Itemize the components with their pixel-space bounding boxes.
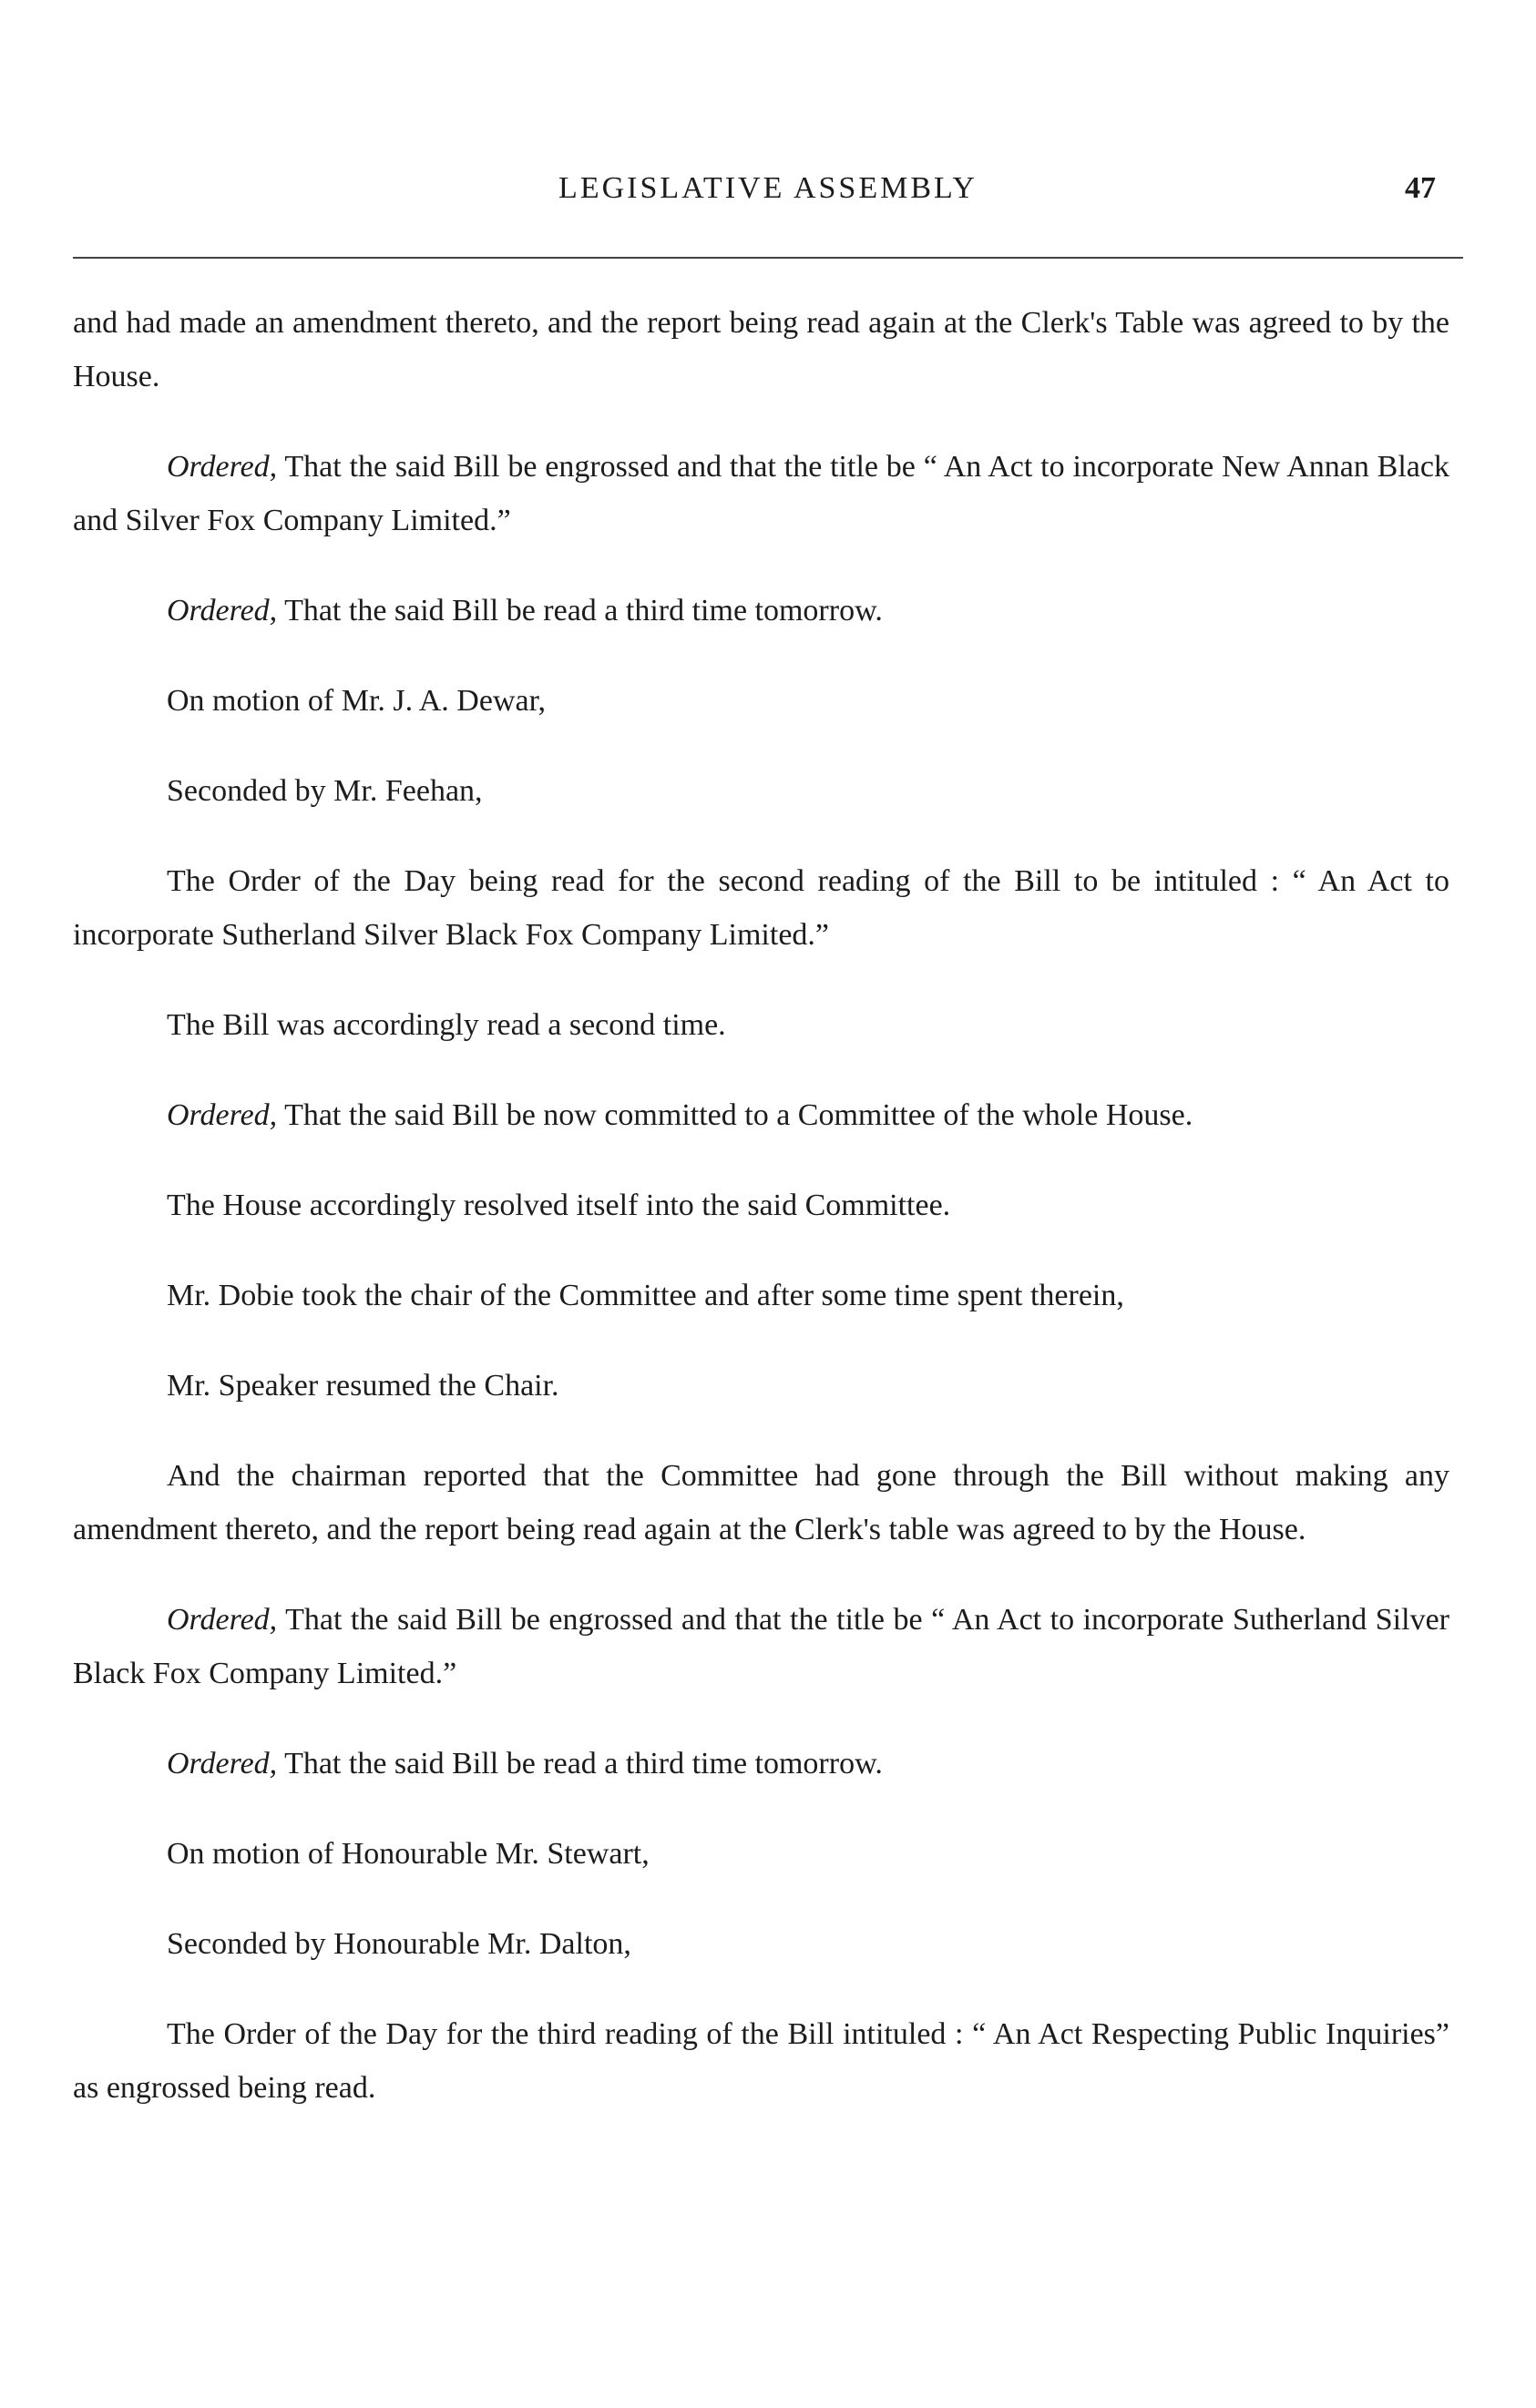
paragraph-3: Ordered, That the said Bill be read a third time tomorrow. <box>167 594 883 628</box>
paragraph-8: Ordered, That the said Bill be now committed to a Committee of the whole House. <box>167 1098 1193 1132</box>
header-rule <box>73 257 1463 259</box>
paragraph-11: Mr. Speaker resumed the Chair. <box>167 1369 559 1403</box>
paragraph-14: Ordered, That the said Bill be read a third time tomorrow. <box>167 1747 883 1780</box>
paragraph-16: Seconded by Honourable Mr. Dalton, <box>167 1927 631 1961</box>
paragraph-1: and had made an amendment thereto, and the report being read again at the Clerk's Table was agreed to by the House. <box>73 306 1449 393</box>
paragraph-13: Ordered, That the said Bill be engrossed and that the title be “ An Act to incorporate Sutherland Silver Black Fox Company Limited.” <box>73 1603 1449 1690</box>
running-head: LEGISLATIVE ASSEMBLY <box>558 171 978 205</box>
paragraph-15: On motion of Honourable Mr. Stewart, <box>167 1837 650 1871</box>
paragraph-7: The Bill was accordingly read a second time. <box>167 1008 726 1042</box>
paragraph-6: The Order of the Day being read for the second reading of the Bill to be intituled : “ An Act to incorporate Sutherland Silver Black Fox Company Limited.” <box>73 864 1449 952</box>
page-header <box>73 171 1463 226</box>
paragraph-4: On motion of Mr. J. A. Dewar, <box>167 684 547 718</box>
paragraph-5: Seconded by Mr. Feehan, <box>167 774 483 808</box>
paragraph-2: Ordered, That the said Bill be engrossed and that the title be “ An Act to incorporate New Annan Black and Silver Fox Company Limited.” <box>73 450 1449 537</box>
paragraph-17: The Order of the Day for the third reading of the Bill intituled : “ An Act Respecting Public Inquiries” as engrossed being read. <box>73 2017 1449 2105</box>
paragraph-12: And the chairman reported that the Committee had gone through the Bill without making any amendment thereto, and the report being read again at the Clerk's table was agreed to by the House. <box>73 1459 1449 1546</box>
body-text <box>73 296 1449 2151</box>
page-number: 47 <box>1405 171 1436 205</box>
paragraph-9: The House accordingly resolved itself into the said Committee. <box>167 1189 951 1222</box>
paragraph-10: Mr. Dobie took the chair of the Committee and after some time spent therein, <box>167 1279 1124 1312</box>
